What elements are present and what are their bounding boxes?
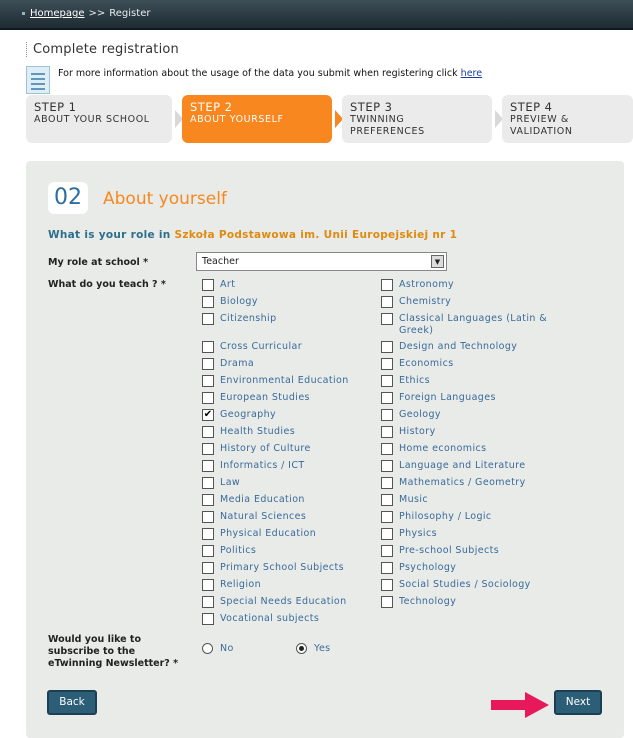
info-text — [58, 68, 482, 79]
subject-checkbox[interactable] — [202, 460, 214, 472]
subject-checkbox[interactable] — [202, 296, 214, 308]
breadcrumb — [22, 8, 150, 19]
bullet-icon — [22, 12, 25, 15]
subject-checkbox[interactable] — [202, 545, 214, 557]
next-button[interactable]: Next — [554, 690, 602, 715]
subject-label: Home economics — [399, 443, 487, 454]
steps-wizard — [26, 95, 633, 143]
subject-checkbox[interactable] — [381, 296, 393, 308]
subject-checkbox[interactable] — [381, 460, 393, 472]
subject-label: Music — [399, 494, 429, 505]
info-here-link[interactable]: here — [460, 68, 483, 79]
subject-label: Politics — [220, 545, 257, 556]
subject-label: Special Needs Education — [220, 596, 347, 607]
newsletter-no-radio[interactable] — [202, 643, 213, 654]
subject-label: Design and Technology — [399, 341, 518, 352]
subject-label: Biology — [220, 296, 258, 307]
subject-checkbox[interactable] — [381, 562, 393, 574]
subject-checkbox[interactable] — [202, 443, 214, 455]
subject-label: Natural Sciences — [220, 511, 307, 522]
newsletter-label: Would you like to subscribe to the eTwinning Newsletter? * — [48, 634, 179, 669]
subject-checkbox[interactable]: ✔ — [203, 409, 213, 420]
step-number: STEP 1 — [34, 100, 77, 114]
step-number: STEP 4 — [510, 100, 553, 114]
subject-label: Law — [220, 477, 241, 488]
subject-label: Geography — [220, 409, 277, 420]
subject-label: Media Education — [220, 494, 305, 505]
role-select[interactable] — [196, 252, 447, 271]
role-question — [48, 229, 457, 241]
subject-checkbox[interactable] — [202, 477, 214, 489]
chevron-down-icon[interactable]: ▼ — [431, 255, 444, 268]
role-select-value: Teacher — [202, 256, 239, 267]
step-number: STEP 2 — [190, 100, 233, 114]
subject-label: Ethics — [399, 375, 430, 386]
subject-checkbox[interactable] — [202, 579, 214, 591]
breadcrumb-current: Register — [109, 8, 151, 19]
subject-checkbox[interactable] — [202, 562, 214, 574]
back-button[interactable]: Back — [47, 690, 97, 715]
subject-label: Cross Curricular — [220, 341, 303, 352]
section-title: About yourself — [103, 189, 227, 209]
role-label: My role at school * — [48, 257, 149, 268]
subject-checkbox[interactable] — [202, 392, 214, 404]
subject-checkbox[interactable] — [202, 596, 214, 608]
subject-label: Health Studies — [220, 426, 296, 437]
breadcrumb-home-link[interactable]: Homepage — [30, 8, 85, 19]
subject-checkbox[interactable] — [381, 579, 393, 591]
subject-label: Vocational subjects — [220, 613, 320, 624]
subject-checkbox[interactable] — [381, 511, 393, 523]
subject-label: Philosophy / Logic — [399, 511, 492, 522]
subject-label: Pre-school Subjects — [399, 545, 500, 556]
subject-label: Social Studies / Sociology — [399, 579, 531, 590]
subject-label: Foreign Languages — [399, 392, 496, 403]
newsletter-yes-label: Yes — [314, 643, 331, 654]
breadcrumb-separator: >> — [88, 8, 106, 19]
subject-checkbox[interactable] — [381, 375, 393, 387]
step-4[interactable] — [502, 95, 633, 143]
step-1[interactable] — [26, 95, 172, 143]
step-label: PREVIEW & VALIDATION — [510, 114, 573, 137]
subject-checkbox[interactable] — [381, 279, 393, 291]
subject-checkbox[interactable] — [381, 392, 393, 404]
info-message: For more information about the usage of the data you submit when registering click — [58, 68, 458, 79]
subject-label: Physical Education — [220, 528, 317, 539]
step-3[interactable] — [342, 95, 492, 143]
subject-label: Chemistry — [399, 296, 452, 307]
subject-label: Environmental Education — [220, 375, 349, 386]
subject-label: Astronomy — [399, 279, 454, 290]
newsletter-no-label: No — [220, 643, 234, 654]
subject-label: Language and Literature — [399, 460, 526, 471]
newsletter-yes-radio[interactable] — [296, 643, 307, 654]
subject-label: Informatics / ICT — [220, 460, 305, 471]
subject-label: Technology — [399, 596, 457, 607]
subject-checkbox[interactable] — [202, 528, 214, 540]
role-question-prefix: What is your role in — [48, 229, 171, 241]
subject-label: Geology — [399, 409, 441, 420]
subject-label: Physics — [399, 528, 437, 539]
step-label: ABOUT YOURSELF — [190, 114, 284, 125]
subject-checkbox[interactable] — [202, 313, 214, 325]
subject-checkbox[interactable] — [381, 341, 393, 353]
subject-label: Psychology — [399, 562, 457, 573]
subject-label: Citizenship — [220, 313, 277, 324]
subject-checkbox[interactable] — [202, 613, 214, 625]
subject-checkbox[interactable] — [202, 375, 214, 387]
document-info-icon — [26, 66, 50, 94]
subject-label: Mathematics / Geometry — [399, 477, 526, 488]
subject-checkbox[interactable] — [381, 443, 393, 455]
subject-checkbox[interactable] — [381, 477, 393, 489]
subject-checkbox[interactable] — [202, 494, 214, 506]
step-2[interactable] — [182, 95, 332, 143]
subject-checkbox[interactable] — [381, 596, 393, 608]
subject-label: Religion — [220, 579, 262, 590]
subject-checkbox[interactable] — [381, 313, 393, 325]
subject-label: Economics — [399, 358, 454, 369]
subject-checkbox[interactable] — [381, 545, 393, 557]
section-number: 02 — [48, 182, 88, 214]
subject-label: Primary School Subjects — [220, 562, 344, 573]
page-title: Complete registration — [26, 42, 179, 57]
subject-checkbox[interactable] — [381, 358, 393, 370]
subject-label: Drama — [220, 358, 255, 369]
subject-label: European Studies — [220, 392, 310, 403]
subject-label: History — [399, 426, 436, 437]
arrow-right-icon — [491, 690, 551, 720]
subject-checkbox[interactable] — [202, 279, 214, 291]
subject-checkbox[interactable] — [381, 426, 393, 438]
step-label: TWINNING PREFERENCES — [350, 114, 425, 137]
subject-label: Classical Languages (Latin & Greek) — [399, 313, 548, 336]
subject-label: Art — [220, 279, 236, 290]
school-name: Szkoła Podstawowa im. Unii Europejskiej nr 1 — [174, 229, 458, 241]
step-label: ABOUT YOUR SCHOOL — [34, 114, 150, 125]
subject-label: History of Culture — [220, 443, 311, 454]
subject-checkbox[interactable] — [202, 426, 214, 438]
step-number: STEP 3 — [350, 100, 393, 114]
subject-checkbox[interactable] — [202, 358, 214, 370]
subject-checkbox[interactable] — [202, 511, 214, 523]
top-bar — [0, 0, 633, 30]
subject-checkbox[interactable] — [381, 409, 393, 421]
teach-label: What do you teach ? * — [48, 279, 166, 290]
subject-checkbox[interactable] — [202, 341, 214, 353]
subject-checkbox[interactable] — [381, 494, 393, 506]
subject-checkbox[interactable] — [381, 528, 393, 540]
